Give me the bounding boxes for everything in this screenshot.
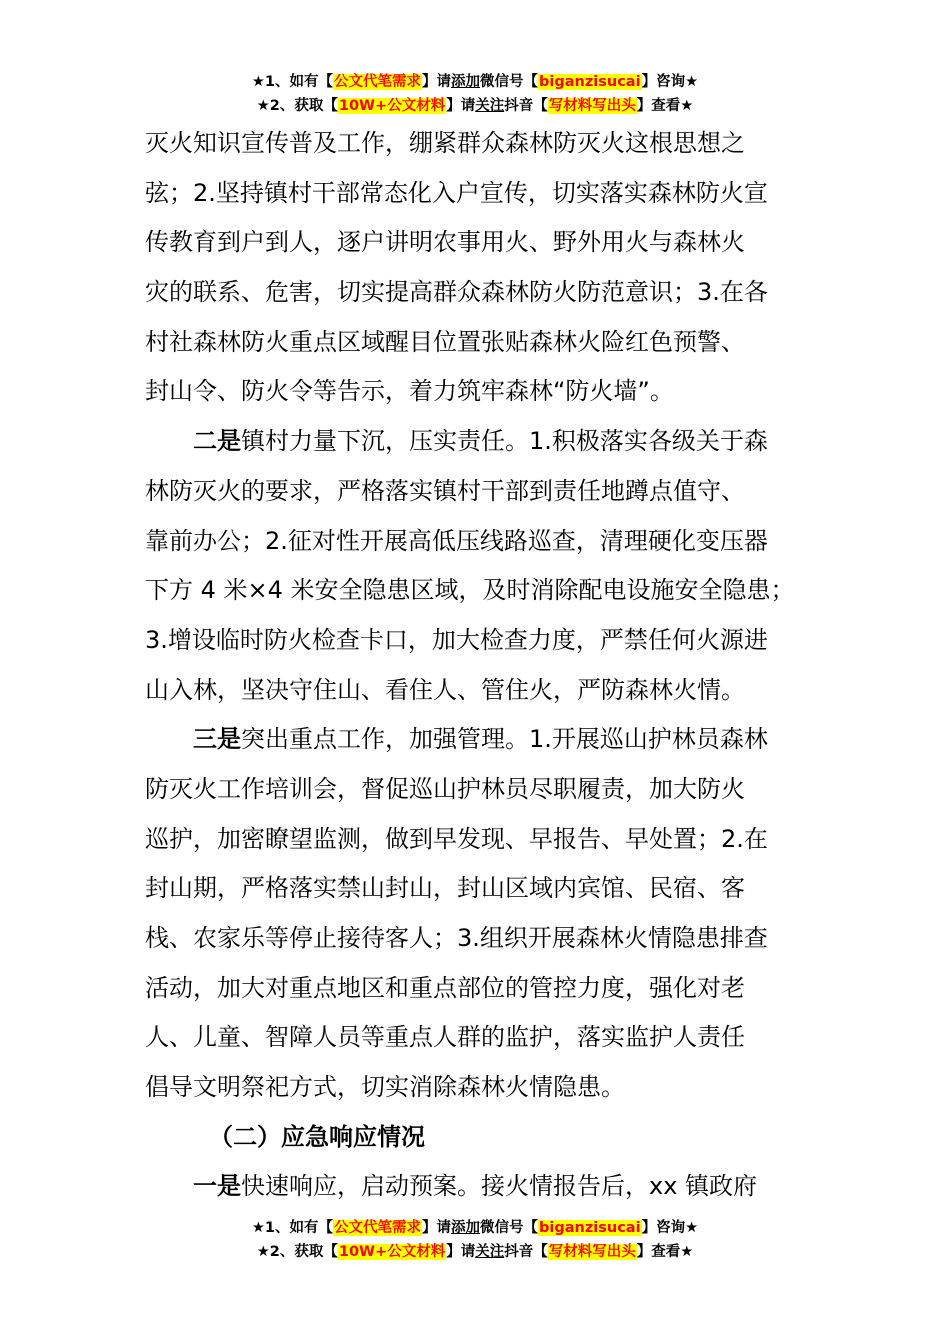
line-text: 镇村力量下沉，压实责任。1.积极落实各级关于森 [241, 427, 768, 456]
document-body [145, 119, 845, 1212]
footer-banner-line-1 [0, 1216, 950, 1240]
banner-text: 】请 [422, 1220, 452, 1236]
highlight-label: 10W+公文材料 [338, 1244, 446, 1260]
paragraph-start-line [145, 715, 845, 765]
paragraph-lead: 三是 [193, 725, 241, 754]
banner-text: 】查看★ [636, 98, 694, 114]
highlight-label: 公文代笔需求 [334, 74, 422, 90]
text-line [145, 864, 845, 914]
text-line [145, 964, 845, 1014]
banner-text: 抖音【 [504, 98, 548, 114]
text-line [145, 268, 845, 318]
line-text: 倡导文明祭祀方式，切实消除森林火情隐患。 [145, 1073, 625, 1102]
text-line [145, 517, 845, 567]
footer-banner [0, 1216, 950, 1264]
text-line [145, 616, 845, 666]
text-line [145, 1063, 845, 1113]
text-line [145, 566, 845, 616]
banner-text: 】请 [446, 1244, 476, 1260]
paragraph-lead: 一是 [193, 1172, 241, 1201]
wechat-id-highlight: biganzisucai [539, 1220, 641, 1236]
text-line [145, 318, 845, 368]
banner-text: ★1、如有【 [251, 1220, 334, 1236]
banner-text: 】请 [422, 74, 452, 90]
line-text: 快速响应，启动预案。接火情报告后，xx 镇政府 [241, 1172, 758, 1201]
douyin-account-highlight: 写材料写出头 [548, 98, 636, 114]
highlight-label: 公文代笔需求 [334, 1220, 422, 1236]
underlined-text: 关注 [475, 98, 505, 114]
banner-text: 】查看★ [636, 1244, 694, 1260]
text-line [145, 914, 845, 964]
line-text: 灭火知识宣传普及工作，绷紧群众森林防灭火这根思想之 [145, 129, 745, 157]
banner-text: 微信号【 [480, 74, 539, 90]
wechat-id-highlight: biganzisucai [539, 74, 641, 90]
paragraph-start-line [145, 417, 845, 467]
line-text: 人、儿童、智障人员等重点人群的监护，落实监护人责任 [145, 1023, 745, 1052]
line-text: 封山期，严格落实禁山封山，封山区域内宾馆、民宿、客 [145, 874, 745, 903]
line-text: 弦；2.坚持镇村干部常态化入户宣传，切实落实森林防火宣 [145, 178, 768, 207]
banner-text: 微信号【 [480, 1220, 539, 1236]
text-line [145, 367, 845, 417]
banner-text: 】请 [446, 98, 476, 114]
banner-text: 抖音【 [504, 1244, 548, 1260]
line-text: 3.增设临时防火检查卡口，加大检查力度，严禁任何火源进 [145, 625, 768, 654]
line-text: 突出重点工作，加强管理。1.开展巡山护林员森林 [241, 725, 768, 754]
line-text: 靠前办公；2.征对性开展高低压线路巡查，清理硬化变压器 [145, 526, 768, 555]
text-line [145, 218, 845, 268]
line-text: 山入林，坚决守住山、看住人、管住火，严防森林火情。 [145, 675, 745, 704]
footer-banner-line-2 [0, 1240, 950, 1264]
text-line [145, 765, 845, 815]
text-line [145, 666, 845, 716]
line-text: 下方 4 米×4 米安全隐患区域，及时消除配电设施安全隐患； [145, 576, 795, 605]
line-text: 灾的联系、危害，切实提高群众森林防火防范意识；3.在各 [145, 278, 768, 307]
line-text: 林防灭火的要求，严格落实镇村干部到责任地蹲点值守、 [145, 476, 745, 505]
banner-text: ★2、获取【 [256, 1244, 338, 1260]
banner-text: ★1、如有【 [251, 74, 334, 90]
header-banner-line-2 [0, 94, 950, 118]
underlined-text: 添加 [451, 74, 481, 90]
text-line [145, 815, 845, 865]
banner-text: 】咨询★ [641, 1220, 699, 1236]
banner-text: 】咨询★ [641, 74, 699, 90]
paragraph-lead: 二是 [193, 427, 241, 456]
text-line [145, 467, 845, 517]
line-text: 封山令、防火令等告示，着力筑牢森林“防火墙”。 [145, 377, 674, 406]
line-text: 防灭火工作培训会，督促巡山护林员尽职履责，加大防火 [145, 774, 745, 803]
header-banner [0, 70, 950, 118]
line-text: 传教育到户到人，逐户讲明农事用火、野外用火与森林火 [145, 228, 745, 257]
highlight-label: 10W+公文材料 [338, 98, 446, 114]
douyin-account-highlight: 写材料写出头 [548, 1244, 636, 1260]
banner-text: ★2、获取【 [256, 98, 338, 114]
line-text: 巡护，加密瞭望监测，做到早发现、早报告、早处置；2.在 [145, 824, 768, 853]
underlined-text: 添加 [451, 1220, 481, 1236]
section-heading-text: （二）应急响应情况 [209, 1122, 425, 1151]
header-banner-line-1 [0, 70, 950, 94]
text-line [145, 119, 845, 169]
line-text: 活动，加大对重点地区和重点部位的管控力度，强化对老 [145, 973, 745, 1002]
underlined-text: 关注 [475, 1244, 505, 1260]
text-line [145, 1013, 845, 1063]
text-line [145, 169, 845, 219]
paragraph-start-line [145, 1162, 845, 1212]
line-text: 村社森林防火重点区域醒目位置张贴森林火险红色预警、 [145, 327, 745, 356]
line-text: 栈、农家乐等停止接待客人；3.组织开展森林火情隐患排查 [145, 924, 768, 952]
section-heading [145, 1113, 845, 1163]
